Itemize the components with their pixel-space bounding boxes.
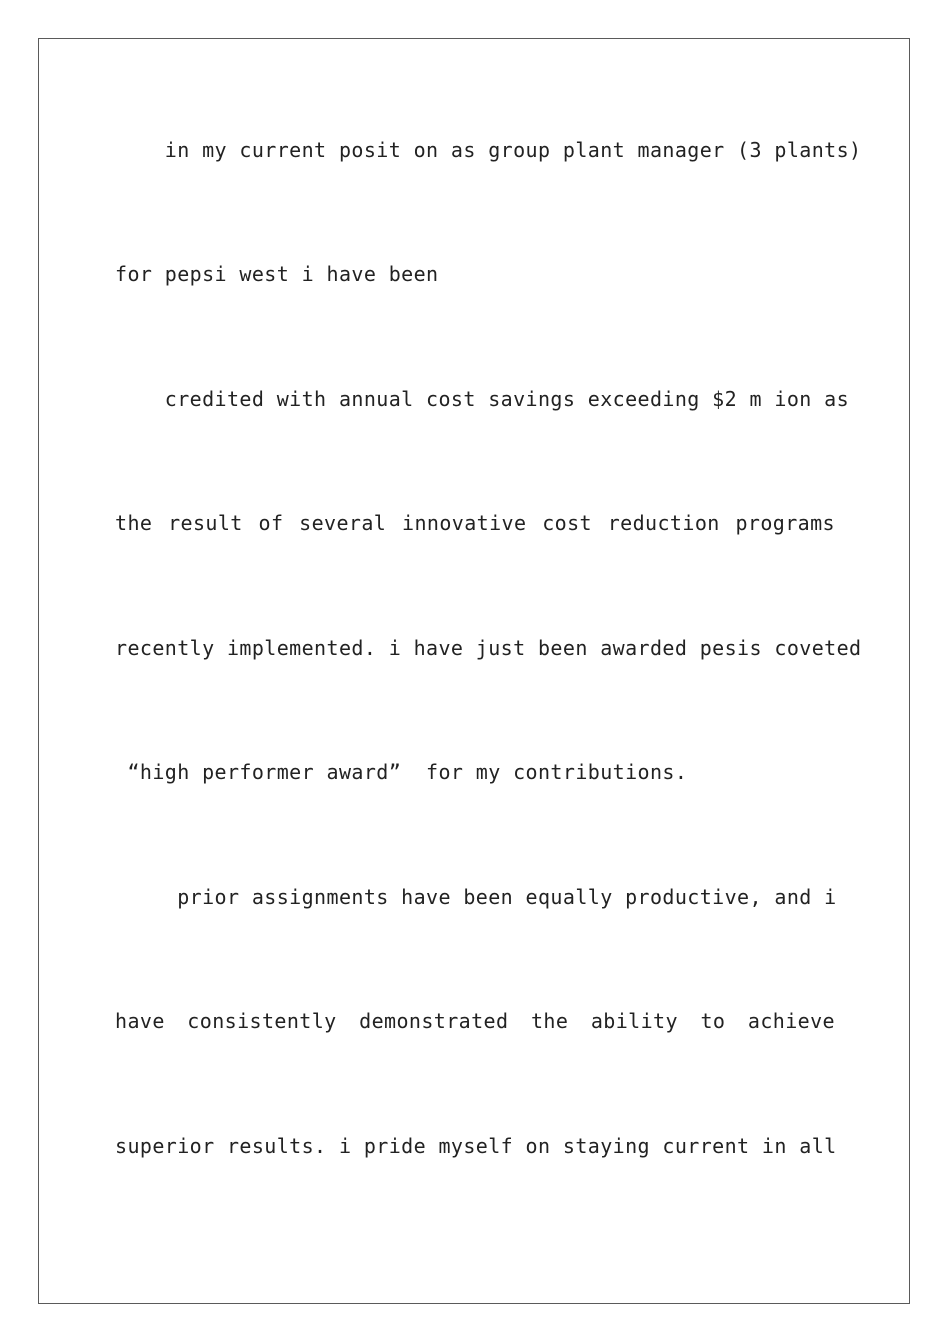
paragraph-line-6: “high performer award” for my contributions. — [115, 760, 688, 784]
paragraph-line-4: the result of several innovative cost reduction programs — [115, 511, 835, 535]
paragraph-line-3: credited with annual cost savings exceeding $2 m ion as — [115, 387, 850, 411]
paragraph-line-1: in my current posit on as group plant manager (3 plants) — [115, 138, 862, 162]
paragraph-line-8: have consistently demonstrated the ability to achieve — [115, 1009, 835, 1033]
paragraph-line-7: prior assignments have been equally productive, and i — [115, 885, 837, 909]
paragraph-line-2: for pepsi west i have been — [115, 262, 439, 286]
paragraph-line-5: recently implemented. i have just been awarded pesis coveted — [115, 636, 862, 660]
paragraph-line-9: superior results. i pride myself on staying current in all — [115, 1134, 837, 1158]
page-border — [38, 38, 910, 1304]
